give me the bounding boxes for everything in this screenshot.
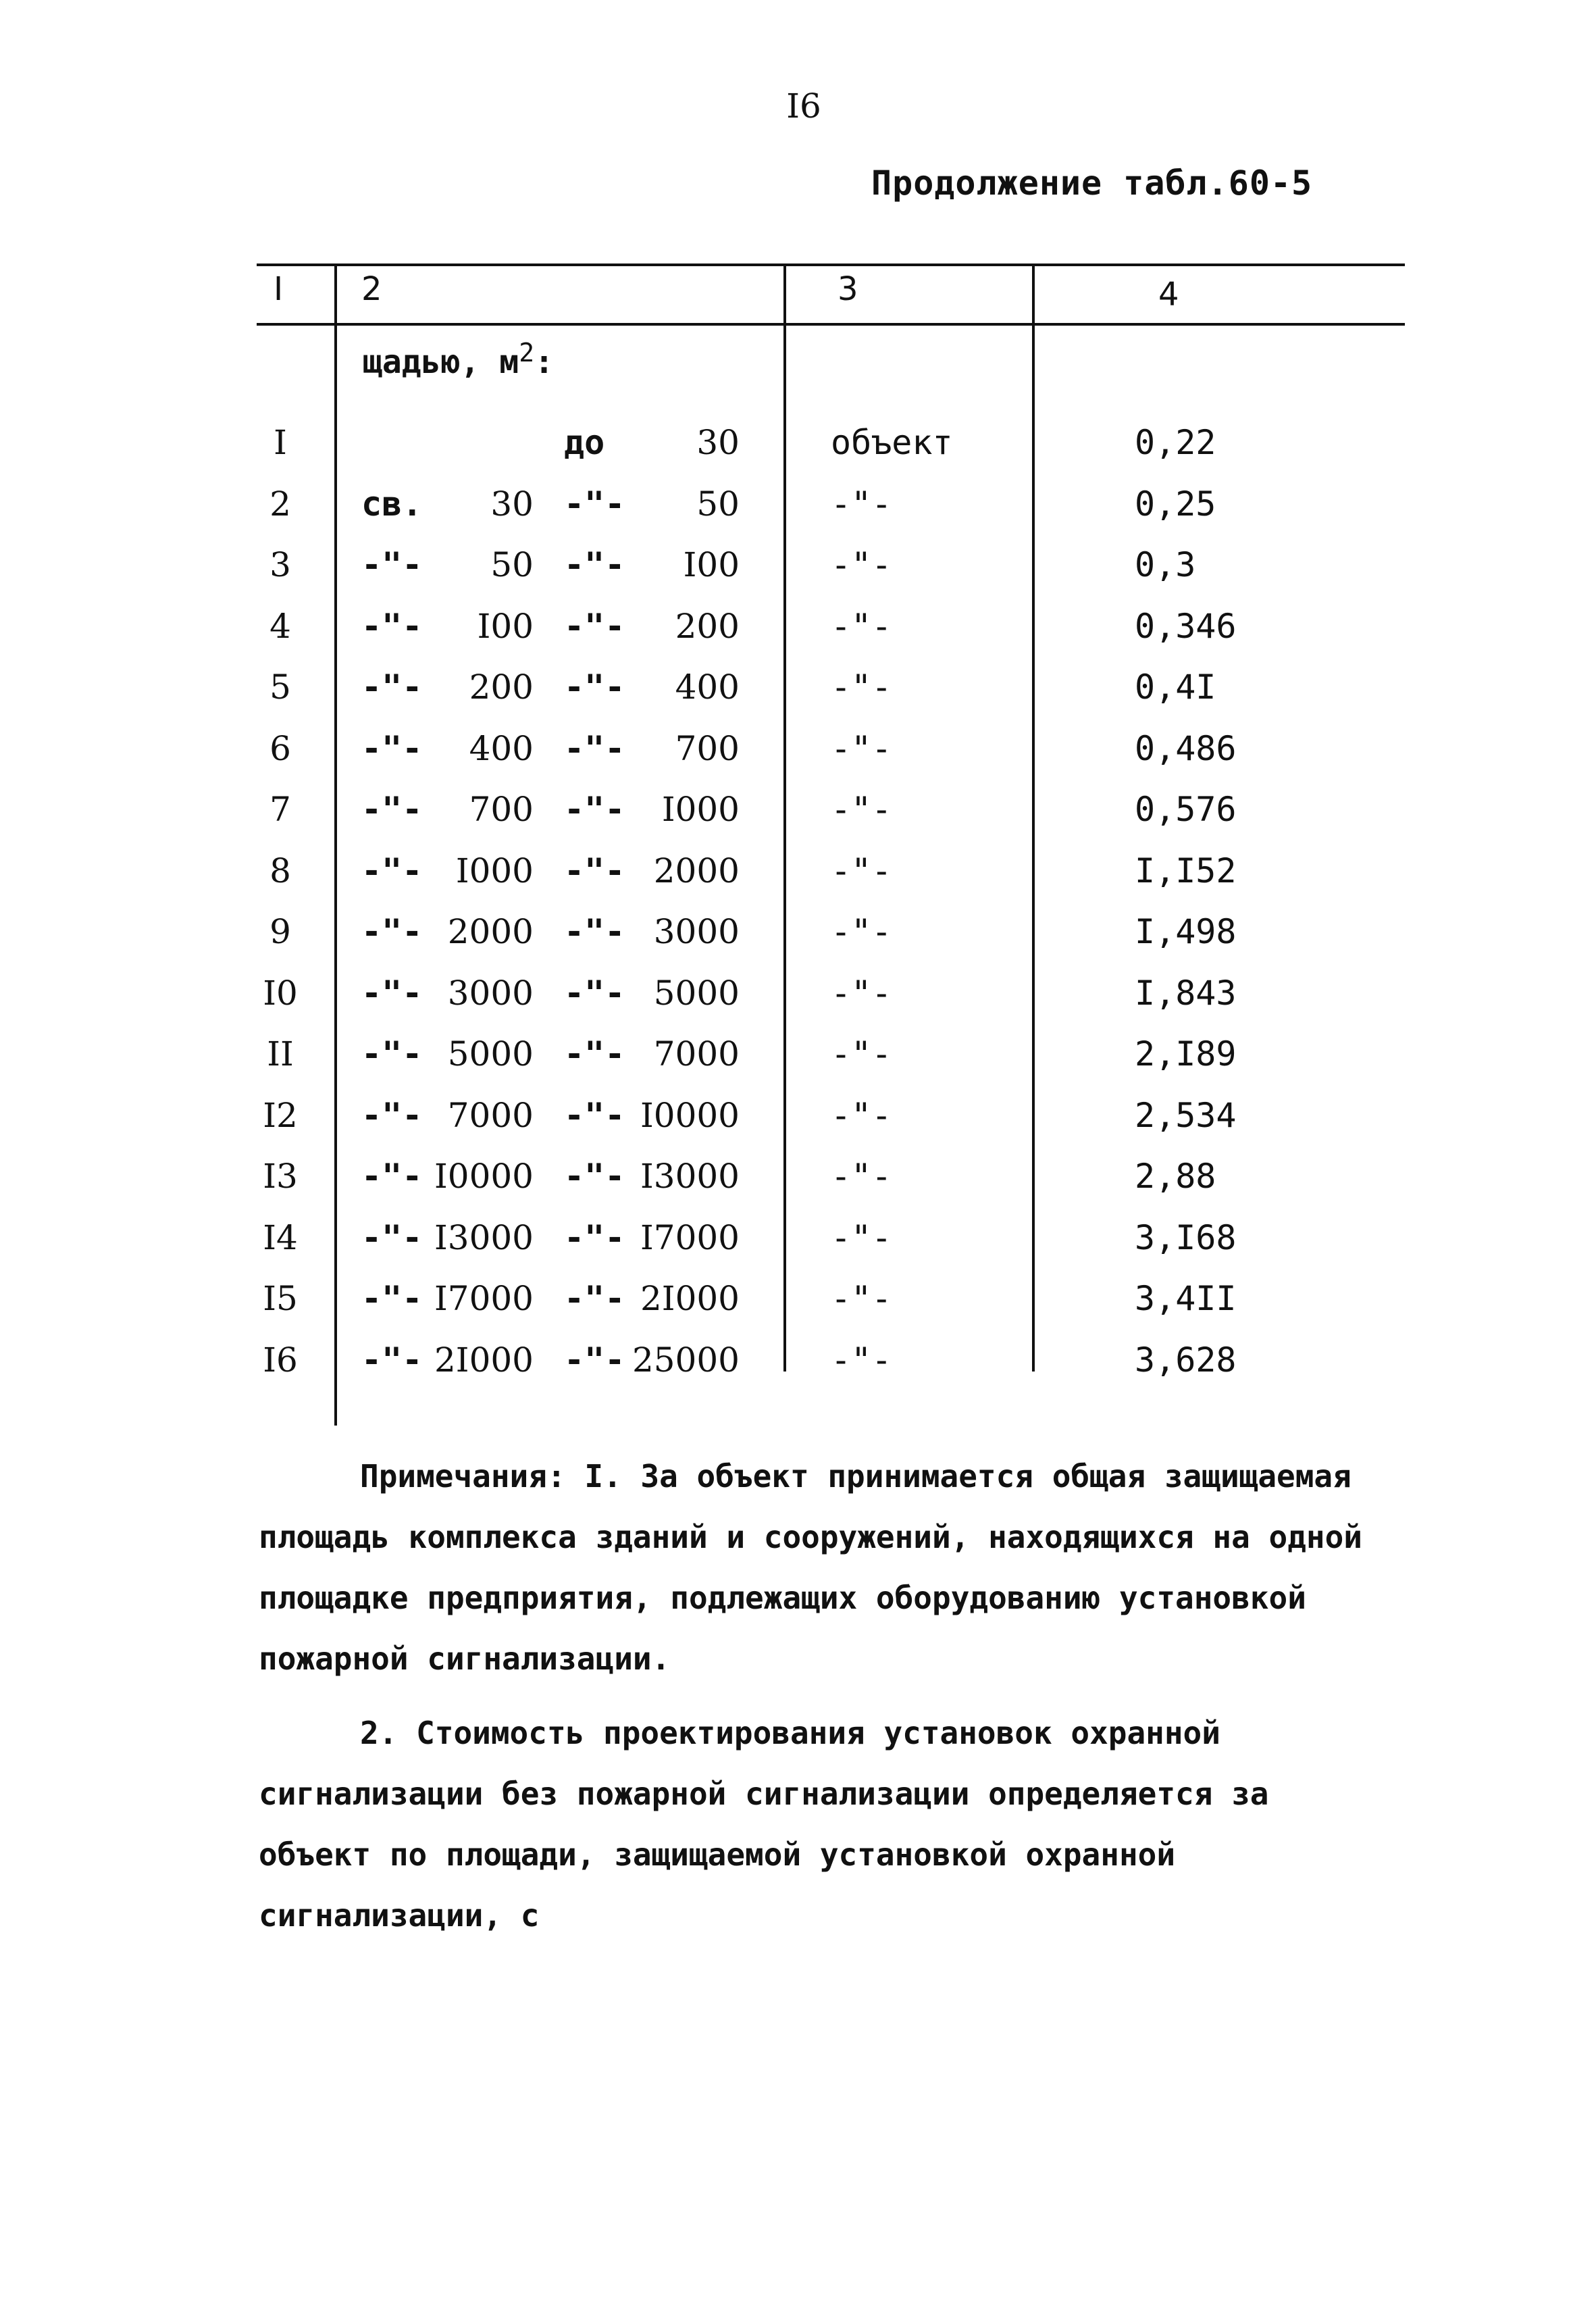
- area-from: 50: [490, 545, 534, 584]
- from-prefix: -"-: [361, 1157, 423, 1196]
- row-number: I: [274, 423, 287, 462]
- price-coefficient: 3,628: [1135, 1340, 1237, 1380]
- to-prefix: -"-: [564, 668, 625, 707]
- table-row: [257, 1092, 1405, 1153]
- row-number: I5: [263, 1279, 298, 1318]
- price-coefficient: I,843: [1135, 973, 1237, 1013]
- area-to: I0000: [640, 1095, 740, 1135]
- to-prefix: -"-: [564, 790, 625, 829]
- to-prefix: -"-: [564, 606, 625, 646]
- notes: [259, 1446, 1380, 1946]
- area-from: 2I000: [434, 1340, 534, 1380]
- unit: -"-: [831, 1157, 892, 1196]
- header-col-1: I: [274, 270, 284, 308]
- table-row: [257, 663, 1405, 725]
- area-from: 3000: [447, 973, 534, 1013]
- to-prefix: -"-: [564, 484, 625, 524]
- data-table: [257, 263, 1405, 1426]
- unit: -"-: [831, 606, 892, 646]
- price-coefficient: I,498: [1135, 912, 1237, 951]
- row-number: 6: [269, 728, 291, 768]
- table-row: [257, 1214, 1405, 1276]
- table-row: [257, 1153, 1405, 1214]
- table-row: [257, 908, 1405, 970]
- unit: -"-: [831, 1095, 892, 1135]
- to-prefix: -"-: [564, 1034, 625, 1074]
- from-prefix: -"-: [361, 912, 423, 951]
- unit: -"-: [831, 728, 892, 768]
- unit: -"-: [831, 790, 892, 829]
- to-prefix: -"-: [564, 1340, 625, 1380]
- table-row: [257, 725, 1405, 786]
- area-to: 30: [696, 423, 740, 462]
- row-number: 5: [269, 668, 291, 707]
- from-prefix: -"-: [361, 545, 423, 584]
- table-row: [257, 786, 1405, 847]
- area-to: 50: [696, 484, 740, 524]
- table-row: [257, 970, 1405, 1031]
- area-to: I7000: [640, 1217, 740, 1257]
- to-prefix: -"-: [564, 973, 625, 1013]
- to-prefix: -"-: [564, 545, 625, 584]
- to-prefix: -"-: [564, 1279, 625, 1318]
- unit: -"-: [831, 1034, 892, 1074]
- page-number: I6: [786, 86, 821, 126]
- area-to: 700: [675, 728, 740, 768]
- price-coefficient: 2,88: [1135, 1157, 1216, 1196]
- price-coefficient: 0,22: [1135, 423, 1216, 462]
- from-prefix: -"-: [361, 973, 423, 1013]
- area-from: 700: [469, 790, 534, 829]
- unit: -"-: [831, 1340, 892, 1380]
- from-prefix: св.: [361, 484, 423, 524]
- from-prefix: -"-: [361, 606, 423, 646]
- header-col-3: 3: [838, 270, 858, 308]
- unit: -"-: [831, 668, 892, 707]
- unit: -"-: [831, 1217, 892, 1257]
- row-number: I6: [263, 1340, 298, 1380]
- from-prefix: -"-: [361, 668, 423, 707]
- price-coefficient: 0,486: [1135, 728, 1237, 768]
- area-from: I000: [455, 851, 534, 890]
- to-prefix: -"-: [564, 1217, 625, 1257]
- from-prefix: -"-: [361, 728, 423, 768]
- area-to: 200: [675, 606, 740, 646]
- area-from: I0000: [434, 1157, 534, 1196]
- table-row: [257, 603, 1405, 664]
- price-coefficient: 0,346: [1135, 606, 1237, 646]
- area-from: I7000: [434, 1279, 534, 1318]
- area-from: 7000: [447, 1095, 534, 1135]
- area-to: I00: [683, 545, 740, 584]
- row-number: 2: [269, 484, 291, 524]
- table-top-rule: [257, 263, 1405, 266]
- from-prefix: -"-: [361, 790, 423, 829]
- unit: -"-: [831, 912, 892, 951]
- header-col-4: 4: [1158, 276, 1179, 313]
- table-row: [257, 541, 1405, 603]
- to-prefix: -"-: [564, 912, 625, 951]
- area-from: 5000: [447, 1034, 534, 1074]
- note-1: Примечания: I. За объект принимается общая защищаемая площадь комплекса зданий и сооружений, находящихся на одной площадке предприятия, подлежащих оборудованию установкой пожарной сигнализации.: [259, 1458, 1362, 1677]
- to-prefix: -"-: [564, 851, 625, 890]
- to-prefix: до: [564, 423, 605, 462]
- price-coefficient: 2,I89: [1135, 1034, 1237, 1074]
- from-prefix: -"-: [361, 1340, 423, 1380]
- price-coefficient: 2,534: [1135, 1095, 1237, 1135]
- row-number: 7: [269, 790, 291, 829]
- table-row: [257, 1030, 1405, 1092]
- area-to: 400: [675, 668, 740, 707]
- area-from: I3000: [434, 1217, 534, 1257]
- unit: -"-: [831, 973, 892, 1013]
- area-to: 2000: [653, 851, 740, 890]
- unit: -"-: [831, 545, 892, 584]
- table-row: [257, 1336, 1405, 1398]
- from-prefix: -"-: [361, 1279, 423, 1318]
- note-2: 2. Стоимость проектирования установок охранной сигнализации без пожарной сигнализации определяется за объект по площади, защищаемой установкой охранной сигнализации, с: [259, 1715, 1269, 1934]
- from-prefix: -"-: [361, 1034, 423, 1074]
- unit: -"-: [831, 484, 892, 524]
- to-prefix: -"-: [564, 1157, 625, 1196]
- table-row: [257, 419, 1405, 480]
- to-prefix: -"-: [564, 728, 625, 768]
- table-row: [257, 847, 1405, 909]
- table-header-rule: [257, 323, 1405, 326]
- area-to: 2I000: [640, 1279, 740, 1318]
- table-subheader: щадью, $м^2$:: [363, 338, 554, 381]
- continuation-title: Продолжение табл.60-5: [871, 164, 1313, 203]
- row-number: I4: [263, 1217, 298, 1257]
- price-coefficient: I,I52: [1135, 851, 1237, 890]
- row-number: 9: [269, 912, 291, 951]
- row-number: 3: [269, 545, 291, 584]
- area-from: 30: [490, 484, 534, 524]
- price-coefficient: 0,576: [1135, 790, 1237, 829]
- area-from: 200: [469, 668, 534, 707]
- from-prefix: -"-: [361, 1217, 423, 1257]
- table-row: [257, 480, 1405, 542]
- area-from: 400: [469, 728, 534, 768]
- row-number: I0: [263, 973, 298, 1013]
- area-to: I3000: [640, 1157, 740, 1196]
- price-coefficient: 0,25: [1135, 484, 1216, 524]
- row-number: 4: [269, 606, 291, 646]
- unit: -"-: [831, 1279, 892, 1318]
- header-col-2: 2: [361, 270, 382, 308]
- price-coefficient: 3,I68: [1135, 1217, 1237, 1257]
- area-to: 25000: [632, 1340, 740, 1380]
- area-to: I000: [661, 790, 740, 829]
- price-coefficient: 0,3: [1135, 545, 1196, 584]
- to-prefix: -"-: [564, 1095, 625, 1135]
- unit: объект: [831, 423, 953, 462]
- area-from: 2000: [447, 912, 534, 951]
- table-body: [257, 419, 1405, 1397]
- row-number: 8: [269, 851, 291, 890]
- row-number: I2: [263, 1095, 298, 1135]
- price-coefficient: 3,4II: [1135, 1279, 1237, 1318]
- row-number: I3: [263, 1157, 298, 1196]
- area-to: 3000: [653, 912, 740, 951]
- unit: -"-: [831, 851, 892, 890]
- price-coefficient: 0,4I: [1135, 668, 1216, 707]
- from-prefix: -"-: [361, 1095, 423, 1135]
- from-prefix: -"-: [361, 851, 423, 890]
- table-row: [257, 1275, 1405, 1336]
- area-from: I00: [477, 606, 534, 646]
- area-to: 5000: [653, 973, 740, 1013]
- area-to: 7000: [653, 1034, 740, 1074]
- row-number: II: [267, 1034, 294, 1074]
